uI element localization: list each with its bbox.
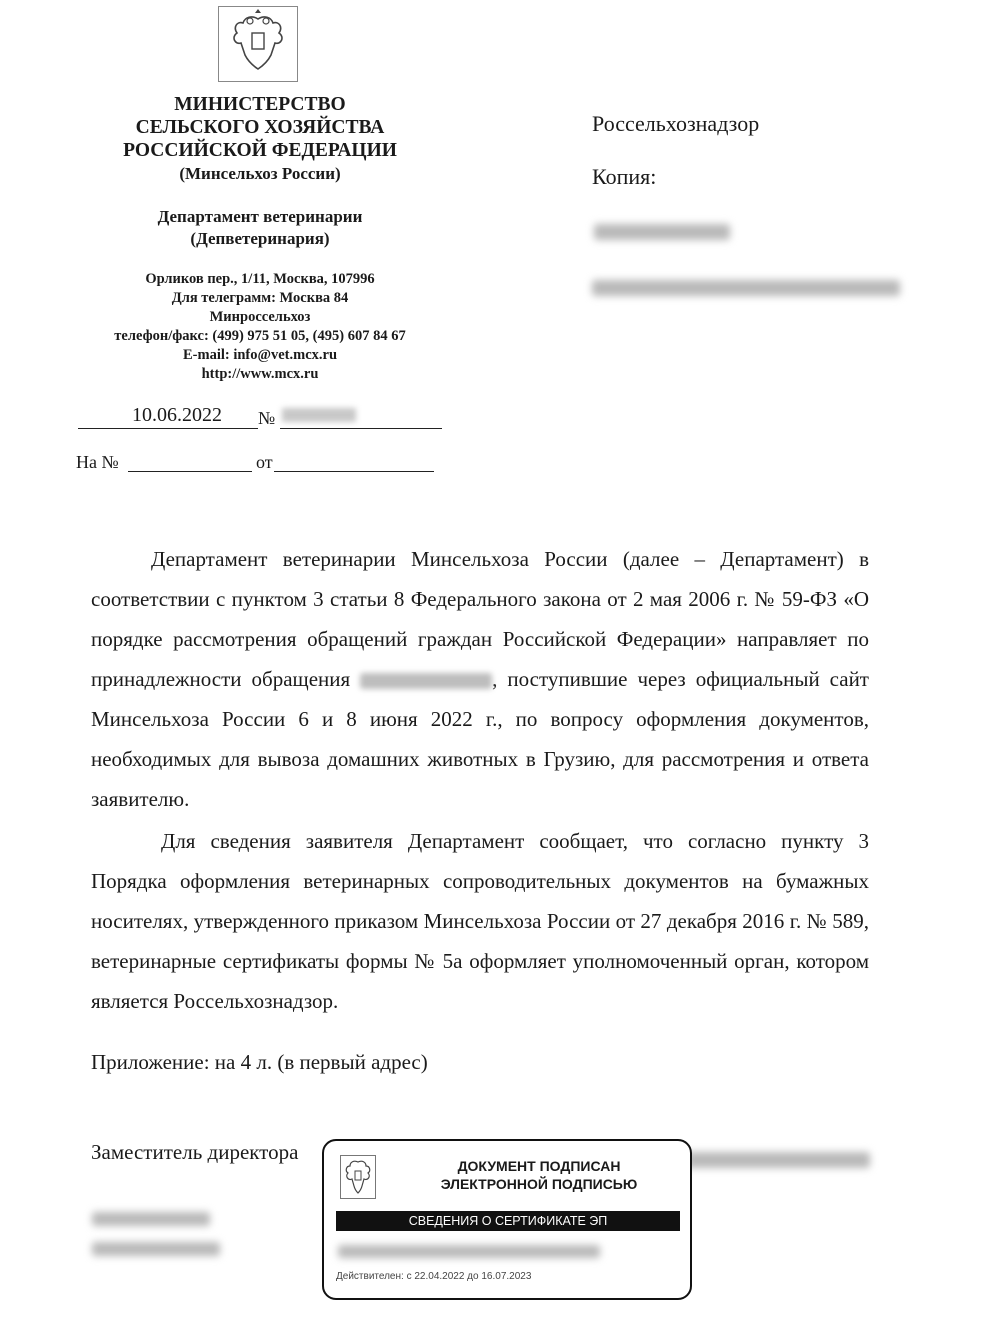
electronic-signature-stamp <box>322 1139 692 1300</box>
department-heading <box>60 206 460 250</box>
paragraph-text: , поступившие через официальный сайт Минсельхоза России 6 и 8 июня 2022 г., по вопросу оформления документов, необходимых для вывоза домашних животных в Грузию, для рассмотрения и ответа заявителю. <box>91 667 869 811</box>
ministry-short-name: (Минсельхоз России) <box>179 164 341 183</box>
redacted-executor-phone <box>92 1242 220 1256</box>
appendix-note: Приложение: на 4 л. (в первый адрес) <box>91 1050 428 1074</box>
stamp-title-line: ЭЛЕКТРОННОЙ ПОДПИСЬЮ <box>440 1176 638 1192</box>
redacted-copy-recipient <box>594 224 730 240</box>
contact-email: E-mail: info@vet.mcx.ru <box>182 347 338 363</box>
incoming-reference <box>76 452 438 478</box>
reference-date-underline <box>274 471 434 472</box>
stamp-title-line: ДОКУМЕНТ ПОДПИСАН <box>457 1158 621 1174</box>
department-line: (Депветеринария) <box>190 229 330 248</box>
addressee: Россельхознадзор <box>592 111 760 136</box>
stamp-emblem-icon <box>340 1155 376 1199</box>
certificate-validity: Действителен: с 22.04.2022 до 16.07.2023 <box>336 1271 532 1282</box>
signer-title: Заместитель директора <box>91 1140 299 1164</box>
contact-address: Орликов пер., 1/11, Москва, 107996 <box>145 271 375 287</box>
reference-from-label: от <box>256 452 273 472</box>
number-underline <box>280 428 442 429</box>
reference-number-underline <box>128 471 252 472</box>
redacted-applicant-name <box>360 673 492 689</box>
redacted-certificate-details <box>338 1245 600 1258</box>
redacted-number <box>282 408 356 422</box>
copy-label: Копия: <box>592 164 657 189</box>
number-sign: № <box>258 408 276 428</box>
date-underline <box>78 428 258 429</box>
contact-phone: телефон/факс: (499) 975 51 05, (495) 607 84 67 <box>114 328 406 344</box>
coat-of-arms-emblem <box>218 6 298 82</box>
contact-telegram-code: Минроссельхоз <box>209 309 311 325</box>
ministry-line: СЕЛЬСКОГО ХОЗЯЙСТВА <box>135 117 385 138</box>
certificate-info-bar: СВЕДЕНИЯ О СЕРТИФИКАТЕ ЭП <box>336 1211 680 1231</box>
paragraph-text: Департамент ветеринарии Минсельхоза России (далее – Департамент) в соответствии с пунктом 3 статьи 8 Федерального закона от 2 мая 2006 г. № 59-ФЗ «О порядке рассмотрения обращений граждан Российской Федерации» направляет по принадлежности обращения <box>91 547 869 691</box>
body-paragraph-1 <box>91 539 869 819</box>
contact-telegram: Для телеграмм: Москва 84 <box>171 290 349 306</box>
redacted-copy-email <box>592 280 900 296</box>
body-paragraph-2: Для сведения заявителя Департамент сообщает, что согласно пункту 3 Порядка оформления ветеринарных сопроводительных документов на бумажных носителях, утвержденного приказом Минсельхоза России от 27 декабря 2016 г. № 589, ветеринарные сертификаты формы № 5а оформляет уполномоченный орган, котором является Россельхознадзор. <box>91 829 869 1013</box>
reference-label: На № <box>76 452 119 472</box>
stamp-title <box>394 1157 684 1193</box>
redacted-signer-name <box>686 1152 870 1168</box>
letter-date: 10.06.2022 <box>132 404 222 426</box>
contact-block <box>60 270 460 384</box>
redacted-executor-name <box>92 1212 210 1226</box>
ministry-line: МИНИСТЕРСТВО <box>174 94 346 115</box>
ministry-heading <box>60 93 460 185</box>
outgoing-registration <box>78 400 442 432</box>
department-line: Департамент ветеринарии <box>157 207 363 226</box>
ministry-line: РОССИЙСКОЙ ФЕДЕРАЦИИ <box>123 140 397 161</box>
contact-website: http://www.mcx.ru <box>201 366 319 382</box>
